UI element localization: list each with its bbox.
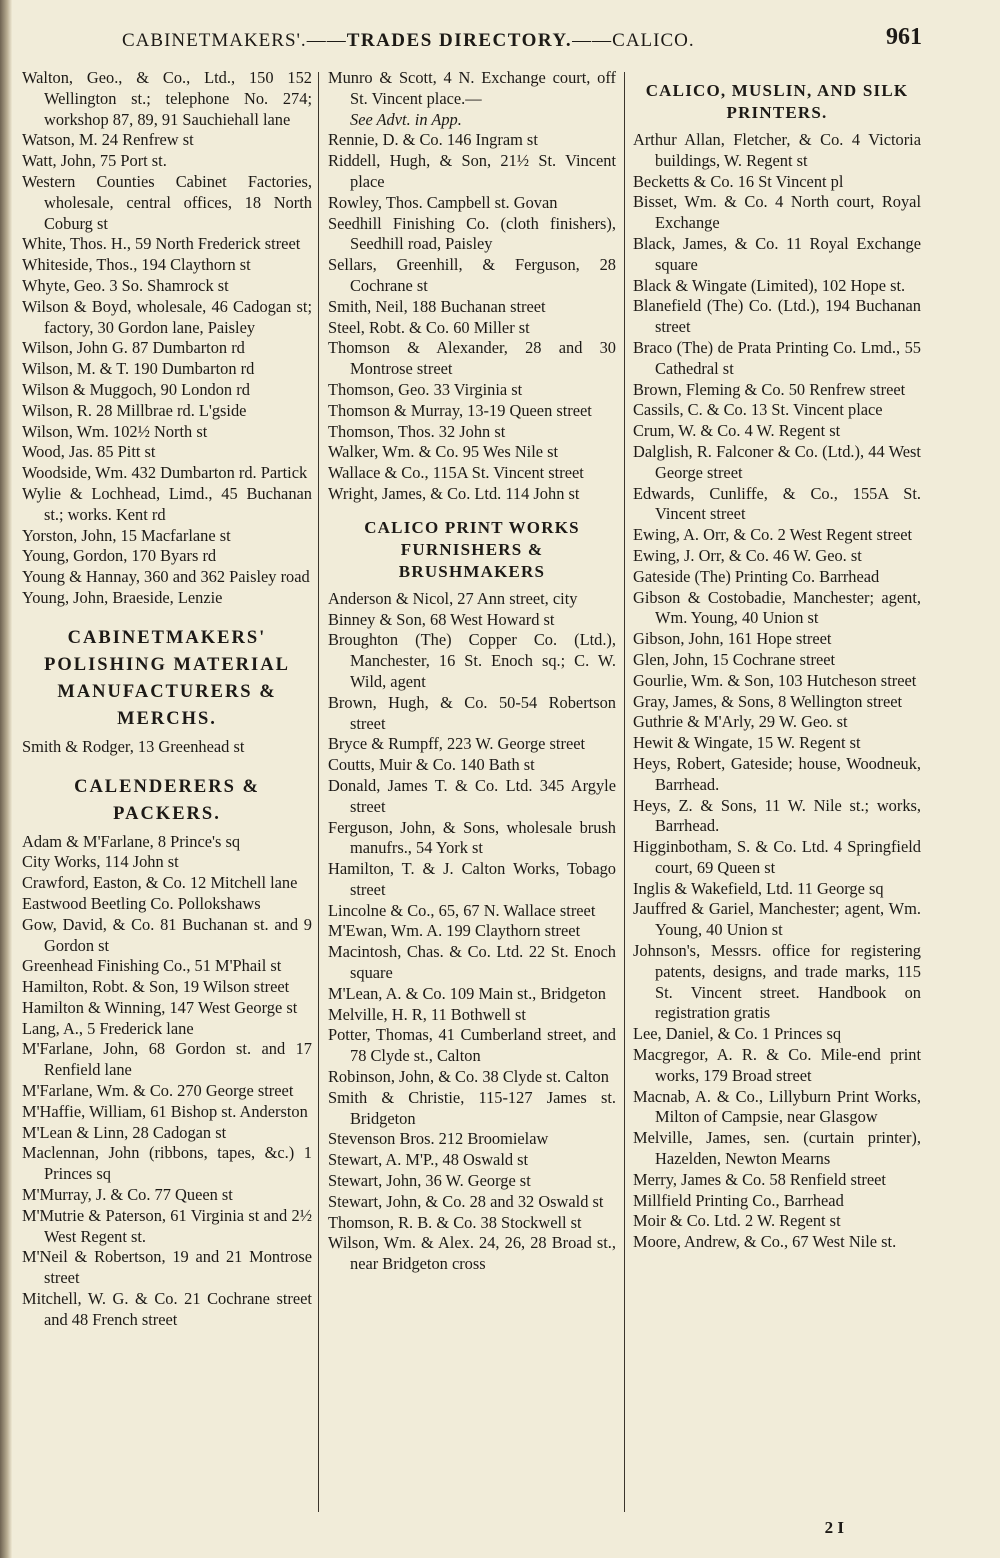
directory-entry-text: Wood, Jas. 85 Pitt st [22, 442, 156, 462]
directory-entry-text: Lee, Daniel, & Co. 1 Princes sq [633, 1024, 842, 1044]
directory-entry-text: Whyte, Geo. 3 So. Shamrock st [22, 275, 229, 295]
directory-entry [328, 318, 616, 339]
head-right: CALICO. [612, 30, 695, 51]
directory-entry-text: Stewart, John, 36 W. George st [328, 1171, 531, 1191]
directory-entry-text: Western Counties Cabinet Factories, wholesale, central offices, 18 North Coburg st [22, 171, 312, 233]
directory-entry-text: Gow, David, & Co. 81 Buchanan st. and 9 Gordon st [22, 914, 312, 955]
directory-entry [633, 899, 921, 941]
directory-entry [22, 956, 312, 977]
directory-entry [328, 630, 616, 692]
directory-entry-text: Lang, A., 5 Frederick lane [22, 1018, 194, 1038]
directory-entry-text: Arthur Allan, Fletcher, & Co. 4 Victoria buildings, W. Regent st [633, 130, 921, 170]
directory-entry [328, 734, 616, 755]
directory-entry [328, 984, 616, 1005]
directory-entry [633, 296, 921, 338]
directory-entry-text: White, Thos. H., 59 North Frederick street [22, 234, 301, 254]
directory-entry [22, 832, 312, 853]
directory-entry [633, 546, 921, 567]
directory-entry [328, 1088, 616, 1130]
directory-entry-text: Walker, Wm. & Co. 95 Wes Nile st [328, 442, 559, 462]
directory-entry-text: Macnab, A. & Co., Lillyburn Print Works, Milton of Campsie, near Glasgow [633, 1086, 921, 1127]
directory-entry [633, 1045, 921, 1087]
directory-entry [22, 915, 312, 957]
directory-entry-text: Moir & Co. Ltd. 2 W. Regent st [633, 1211, 841, 1231]
directory-entry-text: M'Farlane, John, 68 Gordon st. and 17 Renfield lane [22, 1039, 312, 1080]
directory-entry [22, 1039, 312, 1081]
directory-entry-text: M'Mutrie & Paterson, 61 Virginia st and 2½ West Regent st. [22, 1205, 312, 1246]
directory-entry-text: Black, James, & Co. 11 Royal Exchange square [633, 233, 921, 274]
directory-entry [22, 401, 312, 422]
directory-entry-text: Potter, Thomas, 41 Cumberland street, and 78 Clyde st., Calton [328, 1025, 616, 1066]
directory-entry [633, 796, 921, 838]
directory-column-1 [22, 68, 312, 1331]
directory-entry-text: Blanefield (The) Co. (Ltd.), 194 Buchanan street [633, 296, 921, 337]
directory-entry [22, 567, 312, 588]
directory-entry [633, 941, 921, 1024]
directory-entry [633, 172, 921, 193]
directory-entry-text: Walton, Geo., & Co., Ltd., 150 152 Wellington st.; telephone No. 274; workshop 87, 89, 91 Sauchiehall lane [22, 68, 312, 129]
page-number: 961 [886, 24, 922, 50]
directory-entry-text: M'Haffie, William, 61 Bishop st. Anderston [22, 1101, 308, 1121]
directory-entry [633, 442, 921, 484]
directory-entry [633, 837, 921, 879]
directory-entry [328, 1192, 616, 1213]
directory-entry [328, 401, 616, 422]
directory-entry-text: Brown, Hugh, & Co. 50-54 Robertson street [328, 692, 616, 733]
directory-entry [633, 754, 921, 796]
section-heading: CABINETMAKERS' POLISHING MATERIAL MANUFACTURERS & MERCHS. [44, 627, 290, 729]
directory-entry-text: Young, Gordon, 170 Byars rd [22, 546, 217, 566]
directory-entry [328, 942, 616, 984]
directory-entry-text: Woodside, Wm. 432 Dumbarton rd. Partick [22, 463, 308, 483]
directory-entry [633, 1128, 921, 1170]
directory-entry-text: Wallace & Co., 115A St. Vincent street [328, 463, 584, 483]
directory-entry [633, 1211, 921, 1232]
directory-entry-text: Bisset, Wm. & Co. 4 North court, Royal Exchange [633, 192, 921, 233]
directory-entry [633, 650, 921, 671]
directory-entry [22, 255, 312, 276]
directory-entry-text: Edwards, Cunliffe, & Co., 155A St. Vincent street [633, 483, 921, 524]
directory-entry-text: M'Lean, A. & Co. 109 Main st., Bridgeton [328, 983, 606, 1003]
directory-entry-text: Hamilton & Winning, 147 West George st [22, 997, 298, 1017]
directory-entry-text: Robinson, John, & Co. 38 Clyde st. Calton [328, 1067, 609, 1087]
directory-entry-text: Wilson, M. & T. 190 Dumbarton rd [22, 359, 255, 379]
directory-entry [633, 130, 921, 172]
column-rule-1 [318, 72, 319, 1512]
directory-entry [328, 1025, 616, 1067]
directory-entry-text: Gateside (The) Printing Co. Barrhead [633, 566, 880, 586]
section-heading: CALICO PRINT WORKS FURNISHERS & BRUSHMAKERS [364, 517, 580, 581]
directory-entry-text: Hamilton, T. & J. Calton Works, Tobago street [328, 859, 616, 899]
directory-entry-text: Macgregor, A. R. & Co. Mile-end print works, 179 Broad street [633, 1045, 921, 1085]
directory-entry-text: Hewit & Wingate, 15 W. Regent st [633, 733, 861, 753]
directory-entry [328, 151, 616, 193]
directory-entry-text: Young, John, Braeside, Lenzie [22, 587, 223, 607]
section-heading: CALENDERERS & PACKERS. [74, 776, 260, 824]
directory-entry [328, 1150, 616, 1171]
directory-entry-text: Gibson, John, 161 Hope street [633, 629, 832, 649]
directory-entry [328, 214, 616, 256]
directory-entry-text: Millfield Printing Co., Barrhead [633, 1190, 844, 1210]
directory-entry-text: Ferguson, John, & Sons, wholesale brush manufrs., 54 York st [328, 817, 616, 858]
directory-entry-text: Heys, Robert, Gateside; house, Woodneuk, Barrhead. [633, 753, 921, 794]
directory-entry [633, 338, 921, 380]
directory-entry-text: Lincolne & Co., 65, 67 N. Wallace street [328, 900, 596, 920]
directory-entry [633, 588, 921, 630]
directory-entry [328, 193, 616, 214]
directory-entry-text: Becketts & Co. 16 St Vincent pl [633, 171, 844, 191]
directory-entry-text: Binney & Son, 68 West Howard st [328, 609, 555, 629]
head-left: CABINETMAKERS'. [122, 30, 307, 51]
directory-entry-text: Thomson & Alexander, 28 and 30 Montrose street [328, 338, 616, 379]
directory-entry [328, 338, 616, 380]
directory-entry-text: Wilson, R. 28 Millbrae rd. L'gside [22, 400, 247, 420]
directory-entry [328, 380, 616, 401]
directory-entry [22, 234, 312, 255]
directory-entry [328, 610, 616, 631]
directory-column-3 [633, 68, 921, 1253]
directory-entry [328, 776, 616, 818]
directory-entry-text: M'Neil & Robertson, 19 and 21 Montrose street [22, 1247, 312, 1288]
directory-entry [22, 1102, 312, 1123]
directory-entry-text: Macintosh, Chas. & Co. Ltd. 22 St. Enoch square [328, 942, 616, 983]
directory-entry-text: Melville, H. R, 11 Bothwell st [328, 1004, 526, 1024]
directory-entry-text: Stevenson Bros. 212 Broomielaw [328, 1129, 549, 1149]
directory-entry-text: M'Farlane, Wm. & Co. 270 George street [22, 1081, 294, 1101]
directory-entry [22, 1206, 312, 1248]
directory-entry-text: Young & Hannay, 360 and 362 Paisley road [22, 567, 310, 587]
directory-entry-text: Wylie & Lochhead, Limd., 45 Buchanan st.; works. Kent rd [22, 483, 312, 524]
directory-entry [22, 1019, 312, 1040]
directory-entry [633, 276, 921, 297]
directory-entry [22, 359, 312, 380]
directory-entry-text: Heys, Z. & Sons, 11 W. Nile st.; works, Barrhead. [633, 795, 921, 836]
directory-entry [22, 172, 312, 234]
directory-entry [22, 977, 312, 998]
directory-entry [633, 400, 921, 421]
directory-entry-text: Coutts, Muir & Co. 140 Bath st [328, 755, 535, 775]
column-rule-2 [624, 72, 625, 1512]
directory-entry-text: Wilson, Wm. & Alex. 24, 26, 28 Broad st., near Bridgeton cross [328, 1233, 616, 1274]
directory-entry-text: Rowley, Thos. Campbell st. Govan [328, 192, 558, 212]
directory-entry [328, 1067, 616, 1088]
directory-entry-text: Gibson & Costobadie, Manchester; agent, Wm. Young, 40 Union st [633, 587, 921, 628]
directory-entry [633, 525, 921, 546]
directory-entry-text: M'Murray, J. & Co. 77 Queen st [22, 1185, 233, 1205]
directory-entry-text: Gray, James, & Sons, 8 Wellington street [633, 691, 903, 711]
directory-entry [633, 234, 921, 276]
directory-entry-text: Gourlie, Wm. & Son, 103 Hutcheson street [633, 670, 917, 690]
directory-entry-text: Maclennan, John (ribbons, tapes, &c.) 1 Princes sq [22, 1143, 312, 1184]
directory-entry-text: Moore, Andrew, & Co., 67 West Nile st. [633, 1232, 897, 1252]
directory-entry-text: Steel, Robt. & Co. 60 Miller st [328, 317, 530, 337]
directory-entry [22, 442, 312, 463]
directory-entry [328, 901, 616, 922]
directory-entry [633, 1191, 921, 1212]
directory-entry [633, 192, 921, 234]
directory-entry [22, 873, 312, 894]
directory-entry [328, 755, 616, 776]
directory-entry-text: Watt, John, 75 Port st. [22, 151, 167, 171]
directory-entry [22, 1081, 312, 1102]
directory-entry-text: Adam & M'Farlane, 8 Prince's sq [22, 831, 241, 851]
directory-entry [328, 255, 616, 297]
directory-entry [328, 442, 616, 463]
directory-entry-text: Sellars, Greenhill, & Ferguson, 28 Cochrane st [328, 255, 616, 295]
directory-entry-text: Rennie, D. & Co. 146 Ingram st [328, 130, 538, 150]
directory-entry [328, 693, 616, 735]
directory-entry-text: M'Lean & Linn, 28 Cadogan st [22, 1122, 227, 1142]
directory-entry-text: Crawford, Easton, & Co. 12 Mitchell lane [22, 873, 298, 893]
directory-entry-text: Thomson, Geo. 33 Virginia st [328, 379, 523, 399]
directory-entry [633, 484, 921, 526]
directory-entry [633, 712, 921, 733]
directory-entry-text: Mitchell, W. G. & Co. 21 Cochrane street and 48 French street [22, 1289, 312, 1329]
head-center: TRADES DIRECTORY. [346, 30, 573, 51]
directory-entry-text: Munro & Scott, 4 N. Exchange court, off St. Vincent place.— [328, 68, 616, 108]
directory-entry [22, 1247, 312, 1289]
directory-entry [328, 1005, 616, 1026]
directory-entry-text: Dalglish, R. Falconer & Co. (Ltd.), 44 West George street [633, 441, 921, 482]
directory-entry [22, 422, 312, 443]
directory-entry [633, 629, 921, 650]
signature-mark: 2 I [824, 1518, 844, 1537]
directory-entry-text: Donald, James T. & Co. Ltd. 345 Argyle street [328, 775, 616, 816]
directory-entry [22, 463, 312, 484]
directory-entry [328, 1129, 616, 1150]
directory-entry-text: Wright, James, & Co. Ltd. 114 John st [328, 483, 580, 503]
directory-entry [328, 68, 616, 130]
directory-entry-text: Brown, Fleming & Co. 50 Renfrew street [633, 379, 906, 399]
directory-entry-text: Higginbotham, S. & Co. Ltd. 4 Springfield court, 69 Queen st [633, 837, 921, 877]
directory-entry-text: Eastwood Beetling Co. Pollokshaws [22, 893, 261, 913]
directory-entry [22, 894, 312, 915]
running-head [22, 22, 982, 62]
directory-entry [22, 484, 312, 526]
directory-entry [22, 380, 312, 401]
directory-entry-text: Thomson, R. B. & Co. 38 Stockwell st [328, 1212, 582, 1232]
directory-entry [633, 567, 921, 588]
directory-entry-text: Whiteside, Thos., 194 Claythorn st [22, 255, 251, 275]
directory-entry-text: Inglis & Wakefield, Ltd. 11 George sq [633, 878, 884, 898]
directory-entry-text: Wilson, Wm. 102½ North st [22, 421, 208, 441]
directory-entry [633, 380, 921, 401]
directory-entry [633, 671, 921, 692]
directory-entry-text: Wilson, John G. 87 Dumbarton rd [22, 338, 245, 358]
directory-entry [328, 130, 616, 151]
directory-entry [22, 1289, 312, 1331]
directory-entry-text: Broughton (The) Copper Co. (Ltd.), Manchester, 16 St. Enoch sq.; C. W. Wild, agent [328, 630, 616, 691]
directory-entry [22, 1185, 312, 1206]
head-dash-2: —— [572, 30, 613, 51]
directory-entry-text: Hamilton, Robt. & Son, 19 Wilson street [22, 977, 290, 997]
directory-entry-text: Braco (The) de Prata Printing Co. Lmd., 55 Cathedral st [633, 337, 921, 378]
directory-entry-text: Wilson & Muggoch, 90 London rd [22, 379, 250, 399]
running-head-title [122, 30, 695, 52]
directory-entry [22, 588, 312, 609]
head-dash-1: —— [306, 30, 347, 51]
directory-entry-text: Guthrie & M'Arly, 29 W. Geo. st [633, 712, 848, 732]
directory-entry-text: City Works, 114 John st [22, 852, 179, 872]
directory-column-2 [328, 68, 616, 1275]
directory-entry [328, 297, 616, 318]
directory-entry-text: M'Ewan, Wm. A. 199 Claythorn street [328, 921, 581, 941]
directory-entry-text: Ewing, A. Orr, & Co. 2 West Regent street [633, 525, 913, 545]
directory-entry [633, 1087, 921, 1129]
directory-entry [22, 546, 312, 567]
directory-entry-text: Stewart, John, & Co. 28 and 32 Oswald st [328, 1191, 604, 1211]
directory-entry [633, 692, 921, 713]
directory-entry [328, 921, 616, 942]
advert-note: See Advt. in App. [350, 109, 462, 129]
directory-entry [633, 421, 921, 442]
directory-entry [328, 1171, 616, 1192]
directory-entry-text: Riddell, Hugh, & Son, 21½ St. Vincent place [328, 151, 616, 191]
directory-entry [22, 338, 312, 359]
directory-entry [633, 1232, 921, 1253]
directory-entry-text: Johnson's, Messrs. office for registering patents, designs, and trade marks, 115 St. Vincent street. Handbook on registration gratis [633, 941, 921, 1023]
directory-entry-text: Glen, John, 15 Cochrane street [633, 649, 836, 669]
directory-entry [328, 1233, 616, 1275]
directory-entry [328, 422, 616, 443]
directory-entry-text: Merry, James & Co. 58 Renfield street [633, 1169, 886, 1189]
section-heading: CALICO, MUSLIN, AND SILK PRINTERS. [645, 81, 909, 122]
directory-entry-text: Melville, James, sen. (curtain printer), Hazelden, Newton Mearns [633, 1128, 921, 1169]
directory-entry [328, 484, 616, 505]
directory-entry-text: Smith, Neil, 188 Buchanan street [328, 296, 546, 316]
directory-entry-text: Stewart, A. M'P., 48 Oswald st [328, 1150, 529, 1170]
directory-entry-text: Cassils, C. & Co. 13 St. Vincent place [633, 400, 883, 420]
directory-entry-text: Jauffred & Gariel, Manchester; agent, Wm. Young, 40 Union st [633, 899, 921, 940]
binding-edge [0, 0, 12, 1558]
directory-entry-text: Ewing, J. Orr, & Co. 46 W. Geo. st [633, 545, 862, 565]
directory-entry-text: Seedhill Finishing Co. (cloth finishers), Seedhill road, Paisley [328, 213, 616, 254]
directory-entry-text: Thomson & Murray, 13-19 Queen street [328, 400, 592, 420]
directory-entry-text: Bryce & Rumpff, 223 W. George street [328, 734, 586, 754]
directory-entry [22, 68, 312, 130]
directory-entry-text: Smith & Christie, 115-127 James st. Bridgeton [328, 1087, 616, 1128]
directory-entry [22, 297, 312, 339]
directory-entry [22, 1123, 312, 1144]
directory-entry-text: Anderson & Nicol, 27 Ann street, city [328, 588, 578, 608]
directory-entry-text: Thomson, Thos. 32 John st [328, 421, 506, 441]
directory-entry [633, 733, 921, 754]
directory-entry [633, 1170, 921, 1191]
directory-entry [328, 463, 616, 484]
directory-entry [22, 151, 312, 172]
directory-entry [22, 1143, 312, 1185]
directory-entry-text: Crum, W. & Co. 4 W. Regent st [633, 421, 841, 441]
directory-entry [22, 737, 312, 758]
directory-entry [328, 589, 616, 610]
directory-entry [633, 1024, 921, 1045]
directory-entry-text: Yorston, John, 15 Macfarlane st [22, 525, 231, 545]
directory-entry [22, 998, 312, 1019]
directory-entry-text: Black & Wingate (Limited), 102 Hope st. [633, 275, 906, 295]
directory-entry [22, 852, 312, 873]
directory-entry [633, 879, 921, 900]
directory-entry-text: Greenhead Finishing Co., 51 M'Phail st [22, 956, 282, 976]
directory-entry-text: Smith & Rodger, 13 Greenhead st [22, 736, 245, 756]
directory-entry-text: Wilson & Boyd, wholesale, 46 Cadogan st; factory, 30 Gordon lane, Paisley [22, 296, 312, 337]
directory-entry [22, 526, 312, 547]
directory-entry [328, 818, 616, 860]
directory-entry [22, 276, 312, 297]
directory-entry-text: Watson, M. 24 Renfrew st [22, 130, 194, 150]
directory-entry [22, 130, 312, 151]
directory-entry [328, 1213, 616, 1234]
directory-entry [328, 859, 616, 901]
